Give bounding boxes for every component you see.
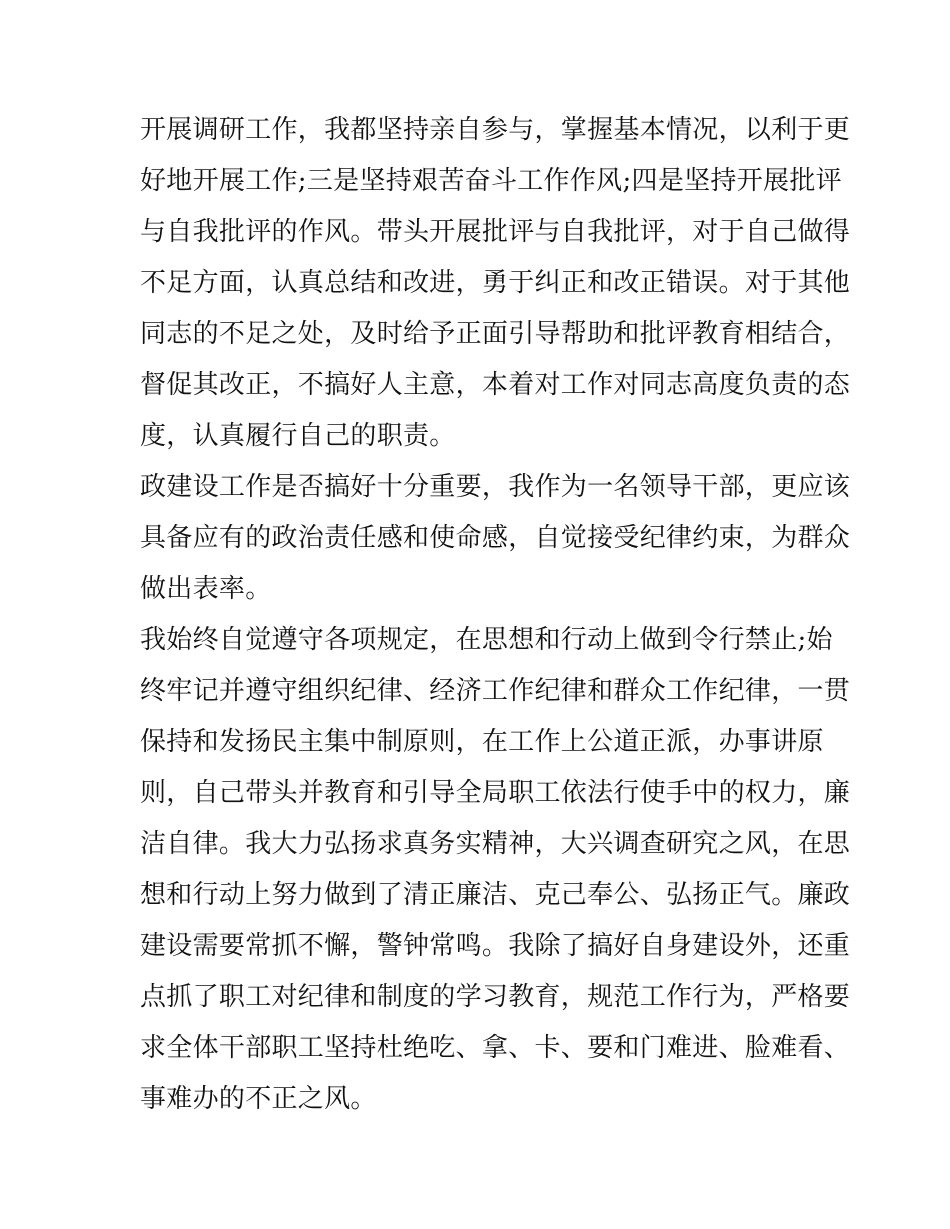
text-line: 政建设工作是否搞好十分重要，我作为一名领导干部，更应该 (140, 472, 851, 502)
text-line: 具备应有的政治责任感和使命感，自觉接受纪律约束，为群众 (140, 523, 851, 553)
text-line: 我始终自觉遵守各项规定，在思想和行动上做到令行禁止;始 (140, 625, 833, 655)
text-line: 终牢记并遵守组织纪律、经济工作纪律和群众工作纪律，一贯 (140, 676, 851, 706)
text-line: 督促其改正，不搞好人主意，本着对工作对同志高度负责的态 (140, 370, 851, 400)
text-line: 建设需要常抓不懈，警钟常鸣。我除了搞好自身建设外，还重 (140, 931, 851, 961)
text-line: 点抓了职工对纪律和制度的学习教育，规范工作行为，严格要 (140, 982, 851, 1012)
text-line: 度，认真履行自己的职责。 (140, 421, 456, 451)
text-line: 不足方面，认真总结和改进，勇于纠正和改正错误。对于其他 (140, 268, 851, 298)
text-line: 好地开展工作;三是坚持艰苦奋斗工作作风;四是坚持开展批评 (140, 166, 842, 196)
text-line: 做出表率。 (140, 574, 272, 604)
text-line: 想和行动上努力做到了清正廉洁、克己奉公、弘扬正气。廉政 (140, 880, 851, 910)
document-body (140, 105, 851, 1125)
text-line: 洁自律。我大力弘扬求真务实精神，大兴调查研究之风，在思 (140, 829, 851, 859)
text-line: 则，自己带头并教育和引导全局职工依法行使手中的权力，廉 (140, 778, 851, 808)
text-line: 开展调研工作，我都坚持亲自参与，掌握基本情况，以利于更 (140, 115, 851, 145)
text-line: 事难办的不正之风。 (140, 1084, 377, 1114)
text-line: 与自我批评的作风。带头开展批评与自我批评，对于自己做得 (140, 217, 851, 247)
text-line: 保持和发扬民主集中制原则，在工作上公道正派，办事讲原 (140, 727, 824, 757)
text-line: 同志的不足之处，及时给予正面引导帮助和批评教育相结合， (140, 319, 851, 349)
text-line: 求全体干部职工坚持杜绝吃、拿、卡、要和门难进、脸难看、 (140, 1033, 851, 1063)
